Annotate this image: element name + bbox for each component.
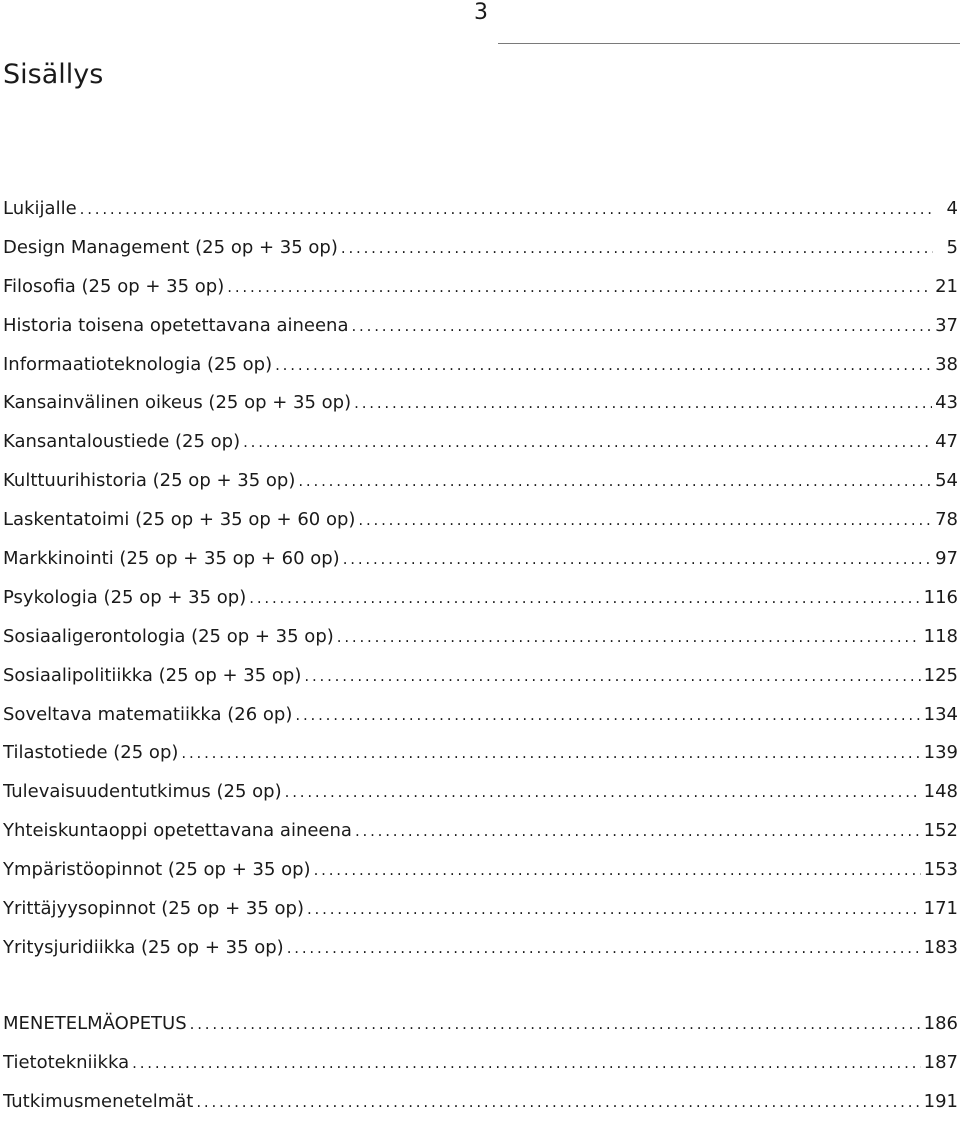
toc-entry-yritysjuridiikka[interactable] <box>3 929 958 968</box>
toc-title: Sisällys <box>3 59 104 90</box>
dot-leader <box>307 890 921 928</box>
toc-entry-tietotekniikka[interactable] <box>3 1044 958 1083</box>
toc-entry-label: Sosiaaligerontologia (25 op + 35 op) <box>3 625 334 647</box>
toc-entry-page: 171 <box>923 898 958 920</box>
dot-leader <box>80 190 933 228</box>
toc-entry-label: Soveltava matematiikka (26 op) <box>3 703 293 725</box>
toc-entry-kansainvalinen-oikeus[interactable] <box>3 384 958 423</box>
toc-entry-label: Yhteiskuntaoppi opetettavana aineena <box>3 820 352 842</box>
toc-entry-label: Yrittäjyysopinnot (25 op + 35 op) <box>3 898 304 920</box>
toc-entry-markkinointi[interactable] <box>3 540 958 579</box>
toc-entry-page: 152 <box>923 820 958 842</box>
toc-entry-ymparistoopinnot[interactable] <box>3 851 958 890</box>
dot-leader <box>354 384 932 422</box>
toc-entry-filosofia[interactable] <box>3 268 958 307</box>
header-rule <box>498 43 960 44</box>
toc-entry-page: 187 <box>923 1051 958 1073</box>
toc-entry-label: Design Management (25 op + 35 op) <box>3 236 338 258</box>
dot-leader <box>227 268 932 306</box>
toc-entry-label: MENETELMÄOPETUS <box>3 1013 187 1034</box>
toc-entry-page: 148 <box>923 781 958 803</box>
dot-leader <box>337 618 921 656</box>
toc-main-list <box>3 190 958 968</box>
toc-entry-page: 5 <box>946 236 958 258</box>
dot-leader <box>298 462 932 500</box>
toc-entry-label: Kulttuurihistoria (25 op + 35 op) <box>3 470 296 492</box>
dot-leader <box>243 423 932 461</box>
toc-entry-label: Sosiaalipolitiikka (25 op + 35 op) <box>3 664 302 686</box>
toc-entry-lukijalle[interactable] <box>3 190 958 229</box>
toc-entry-label: Markkinointi (25 op + 35 op + 60 op) <box>3 548 340 570</box>
toc-entry-informaatioteknologia[interactable] <box>3 346 958 385</box>
toc-entry-page: 191 <box>923 1090 958 1112</box>
toc-entry-page: 183 <box>923 936 958 958</box>
toc-entry-page: 116 <box>923 586 958 608</box>
toc-entry-page: 134 <box>923 703 958 725</box>
toc-entry-page: 139 <box>923 742 958 764</box>
toc-entry-kulttuurihistoria[interactable] <box>3 462 958 501</box>
toc-entry-label: Kansainvälinen oikeus (25 op + 35 op) <box>3 392 352 414</box>
toc-entry-label: Lukijalle <box>3 198 77 219</box>
dot-leader <box>181 734 920 772</box>
dot-leader <box>341 229 933 267</box>
toc-entry-label: Laskentatoimi (25 op + 35 op + 60 op) <box>3 509 356 531</box>
dot-leader <box>275 346 932 384</box>
toc-entry-historia[interactable] <box>3 307 958 346</box>
toc-entry-label: Historia toisena opetettavana aineena <box>3 314 349 336</box>
toc-entry-menetelmaopetus[interactable] <box>3 1005 958 1044</box>
toc-entry-page: 186 <box>923 1013 958 1034</box>
dot-leader <box>304 657 920 695</box>
toc-entry-page: 97 <box>935 548 958 570</box>
toc-entry-page: 21 <box>935 275 958 297</box>
dot-leader <box>314 851 921 889</box>
dot-leader <box>287 929 921 967</box>
toc-entry-label: Filosofia (25 op + 35 op) <box>3 275 225 297</box>
toc-entry-label: Kansantaloustiede (25 op) <box>3 431 241 453</box>
toc-entry-psykologia[interactable] <box>3 579 958 618</box>
toc-methods-list <box>3 1005 958 1122</box>
toc-entry-kansantaloustiede[interactable] <box>3 423 958 462</box>
toc-entry-label: Tilastotiede (25 op) <box>3 742 179 764</box>
dot-leader <box>190 1005 921 1043</box>
toc-entry-label: Psykologia (25 op + 35 op) <box>3 586 247 608</box>
toc-entry-laskentatoimi[interactable] <box>3 501 958 540</box>
toc-entry-page: 37 <box>935 314 958 336</box>
page-number: 3 <box>474 0 488 25</box>
toc-entry-tulevaisuudentutkimus[interactable] <box>3 773 958 812</box>
toc-entry-yhteiskuntaoppi[interactable] <box>3 812 958 851</box>
dot-leader <box>132 1044 921 1082</box>
toc-entry-page: 4 <box>946 198 958 219</box>
toc-entry-page: 125 <box>923 664 958 686</box>
toc-entry-soveltava-matematiikka[interactable] <box>3 696 958 735</box>
dot-leader <box>295 696 920 734</box>
toc-entry-tilastotiede[interactable] <box>3 734 958 773</box>
toc-entry-sosiaaligerontologia[interactable] <box>3 618 958 657</box>
toc-entry-label: Tulevaisuudentutkimus (25 op) <box>3 781 282 803</box>
toc-entry-page: 118 <box>923 625 958 647</box>
dot-leader <box>355 812 921 850</box>
toc-entry-design-management[interactable] <box>3 229 958 268</box>
toc-entry-sosiaalipolitiikka[interactable] <box>3 657 958 696</box>
toc-entry-label: Tietotekniikka <box>3 1051 130 1073</box>
toc-entry-page: 78 <box>935 509 958 531</box>
dot-leader <box>343 540 932 578</box>
dot-leader <box>351 307 932 345</box>
toc-entry-label: Ympäristöopinnot (25 op + 35 op) <box>3 859 311 881</box>
toc-entry-yrittajyysopinnot[interactable] <box>3 890 958 929</box>
toc-entry-page: 43 <box>935 392 958 414</box>
dot-leader <box>249 579 920 617</box>
toc-entry-label: Tutkimusmenetelmät <box>3 1090 194 1112</box>
dot-leader <box>196 1083 920 1121</box>
toc-entry-label: Informaatioteknologia (25 op) <box>3 353 273 375</box>
toc-entry-page: 153 <box>923 859 958 881</box>
toc-entry-label: Yritysjuridiikka (25 op + 35 op) <box>3 936 284 958</box>
toc-entry-page: 47 <box>935 431 958 453</box>
dot-leader <box>285 773 921 811</box>
dot-leader <box>358 501 932 539</box>
toc-entry-page: 54 <box>935 470 958 492</box>
toc-entry-page: 38 <box>935 353 958 375</box>
